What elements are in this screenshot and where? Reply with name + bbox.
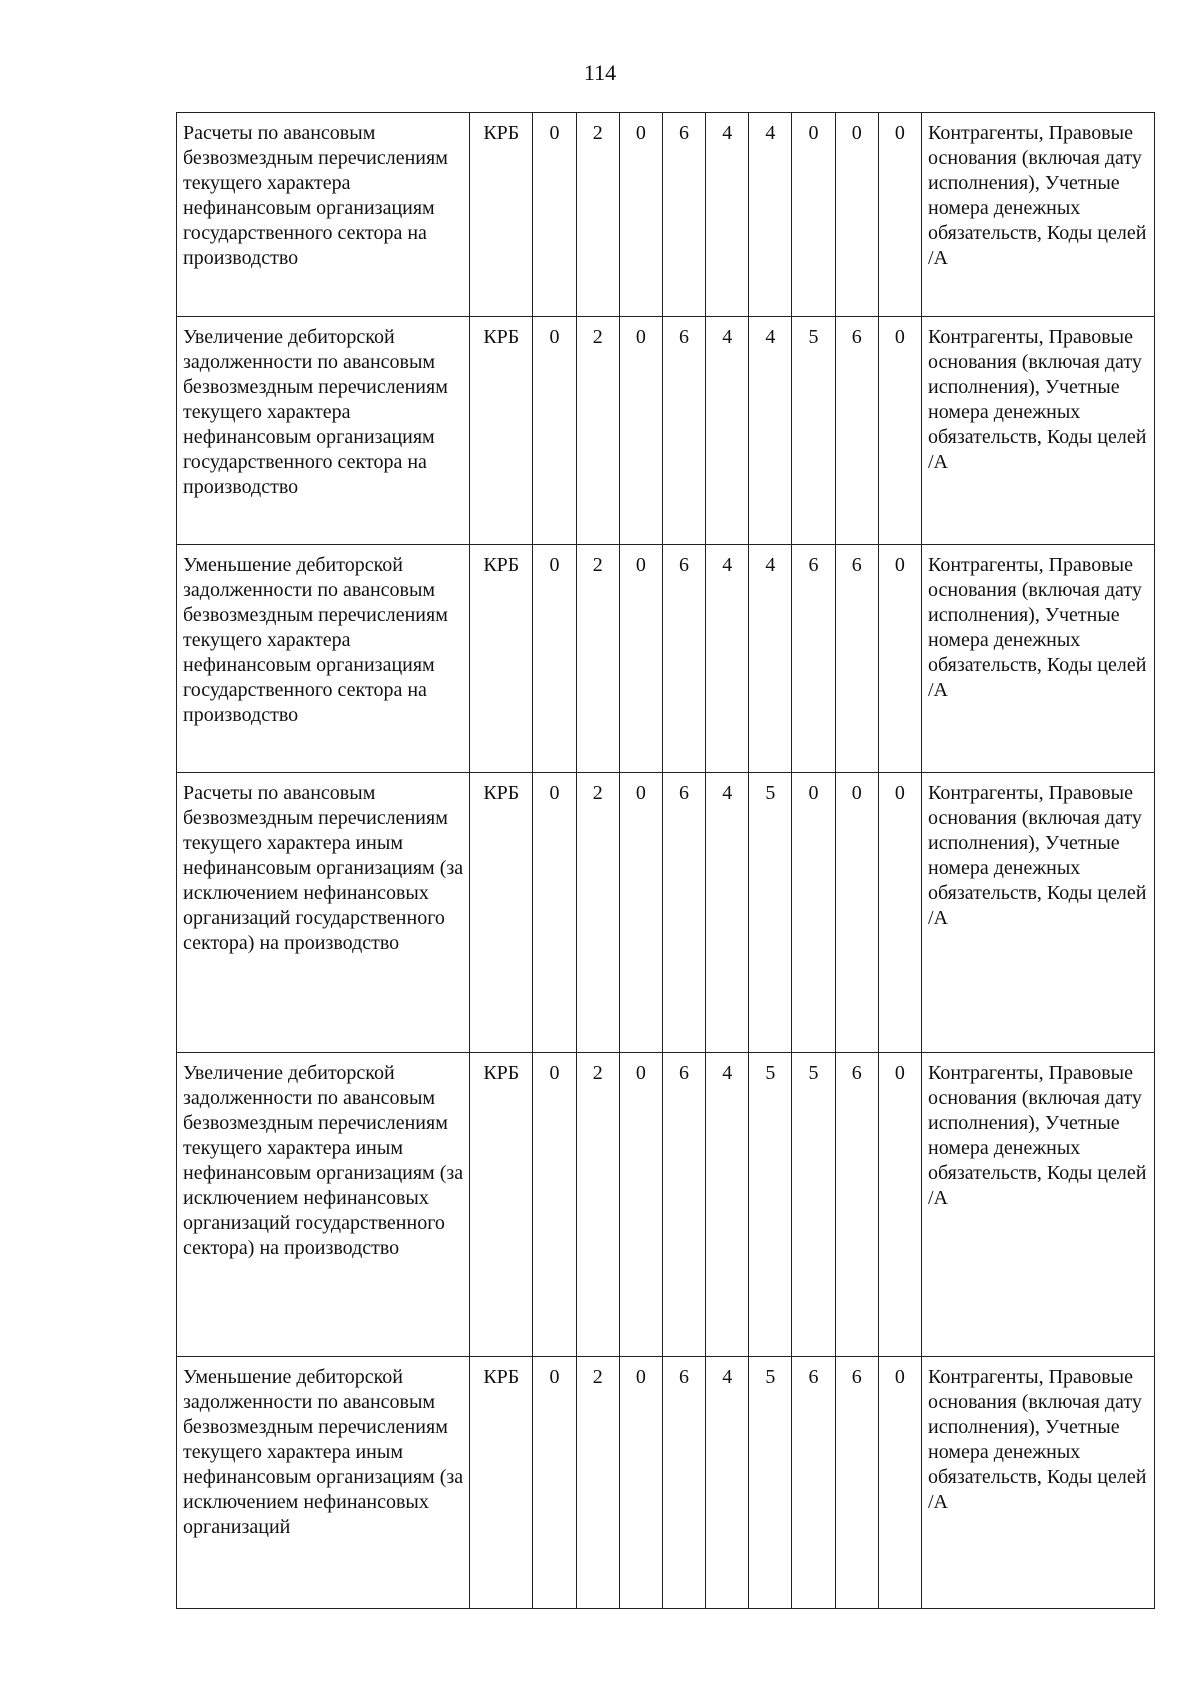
account-digit: 6 <box>662 113 705 317</box>
account-digit: 4 <box>706 773 749 1053</box>
account-digit: 0 <box>533 545 576 773</box>
account-digit: 0 <box>533 113 576 317</box>
source-code: КРБ <box>470 317 533 545</box>
source-code: КРБ <box>470 1357 533 1609</box>
account-digit: 4 <box>749 545 792 773</box>
operation-description: Уменьшение дебиторской задолженности по авансовым безвозмездным перечислениям текущего характера нефинансовым организациям государственного сектора на производство <box>177 545 470 773</box>
analytics-description: Контрагенты, Правовые основания (включая дату исполнения), Учетные номера денежных обязательств, Коды целей /А <box>921 773 1154 1053</box>
account-digit: 0 <box>835 773 878 1053</box>
source-code: КРБ <box>470 773 533 1053</box>
account-digit: 0 <box>619 545 662 773</box>
analytics-description: Контрагенты, Правовые основания (включая дату исполнения), Учетные номера денежных обязательств, Коды целей /А <box>921 113 1154 317</box>
account-digit: 0 <box>878 773 921 1053</box>
analytics-description: Контрагенты, Правовые основания (включая дату исполнения), Учетные номера денежных обязательств, Коды целей /А <box>921 1357 1154 1609</box>
account-codes-table <box>176 112 1155 1609</box>
account-digit: 0 <box>835 113 878 317</box>
account-digit: 4 <box>706 1053 749 1357</box>
account-digit: 6 <box>835 545 878 773</box>
account-digit: 2 <box>576 545 619 773</box>
account-digit: 0 <box>878 113 921 317</box>
account-digit: 6 <box>792 545 835 773</box>
account-digit: 6 <box>835 317 878 545</box>
source-code: КРБ <box>470 113 533 317</box>
operation-description: Расчеты по авансовым безвозмездным перечислениям текущего характера иным нефинансовым организациям (за исключением нефинансовых организаций государственного сектора) на производство <box>177 773 470 1053</box>
account-digit: 4 <box>706 1357 749 1609</box>
table-row <box>177 113 1155 317</box>
source-code: КРБ <box>470 1053 533 1357</box>
table-row <box>177 773 1155 1053</box>
account-digit: 6 <box>835 1053 878 1357</box>
account-digit: 6 <box>662 1357 705 1609</box>
account-digit: 0 <box>619 1053 662 1357</box>
account-digit: 0 <box>878 1357 921 1609</box>
account-digit: 0 <box>619 317 662 545</box>
account-digit: 0 <box>533 1357 576 1609</box>
account-digit: 5 <box>792 317 835 545</box>
account-digit: 2 <box>576 1357 619 1609</box>
account-digit: 6 <box>835 1357 878 1609</box>
account-digit: 0 <box>792 773 835 1053</box>
source-code: КРБ <box>470 545 533 773</box>
operation-description: Расчеты по авансовым безвозмездным перечислениям текущего характера нефинансовым организациям государственного сектора на производство <box>177 113 470 317</box>
account-digit: 5 <box>749 1357 792 1609</box>
account-digit: 6 <box>792 1357 835 1609</box>
account-digit: 6 <box>662 545 705 773</box>
account-digit: 0 <box>533 317 576 545</box>
account-digit: 2 <box>576 317 619 545</box>
account-digit: 2 <box>576 1053 619 1357</box>
account-digit: 0 <box>619 113 662 317</box>
analytics-description: Контрагенты, Правовые основания (включая дату исполнения), Учетные номера денежных обязательств, Коды целей /А <box>921 1053 1154 1357</box>
account-digit: 4 <box>749 113 792 317</box>
account-digit: 5 <box>749 1053 792 1357</box>
account-digit: 4 <box>706 545 749 773</box>
operation-description: Увеличение дебиторской задолженности по авансовым безвозмездным перечислениям текущего характера нефинансовым организациям государственного сектора на производство <box>177 317 470 545</box>
account-digit: 6 <box>662 1053 705 1357</box>
account-digit: 0 <box>533 773 576 1053</box>
account-digit: 0 <box>878 1053 921 1357</box>
account-digit: 6 <box>662 317 705 545</box>
account-digit: 0 <box>619 773 662 1053</box>
account-digit: 0 <box>533 1053 576 1357</box>
account-digit: 4 <box>706 317 749 545</box>
table-row <box>177 1357 1155 1609</box>
page-number: 114 <box>583 60 617 85</box>
account-digit: 0 <box>792 113 835 317</box>
analytics-description: Контрагенты, Правовые основания (включая дату исполнения), Учетные номера денежных обязательств, Коды целей /А <box>921 545 1154 773</box>
table-row <box>177 317 1155 545</box>
account-digit: 0 <box>878 545 921 773</box>
operation-description: Уменьшение дебиторской задолженности по авансовым безвозмездным перечислениям текущего характера иным нефинансовым организациям (за исключением нефинансовых организаций <box>177 1357 470 1609</box>
account-digit: 5 <box>792 1053 835 1357</box>
account-digit: 4 <box>706 113 749 317</box>
account-digit: 0 <box>619 1357 662 1609</box>
table-row <box>177 545 1155 773</box>
analytics-description: Контрагенты, Правовые основания (включая дату исполнения), Учетные номера денежных обязательств, Коды целей /А <box>921 317 1154 545</box>
account-digit: 2 <box>576 113 619 317</box>
operation-description: Увеличение дебиторской задолженности по авансовым безвозмездным перечислениям текущего характера иным нефинансовым организациям (за исключением нефинансовых организаций государственного сектора) на производство <box>177 1053 470 1357</box>
table-row <box>177 1053 1155 1357</box>
account-digit: 4 <box>749 317 792 545</box>
account-digit: 5 <box>749 773 792 1053</box>
account-digit: 6 <box>662 773 705 1053</box>
account-digit: 2 <box>576 773 619 1053</box>
account-digit: 0 <box>878 317 921 545</box>
